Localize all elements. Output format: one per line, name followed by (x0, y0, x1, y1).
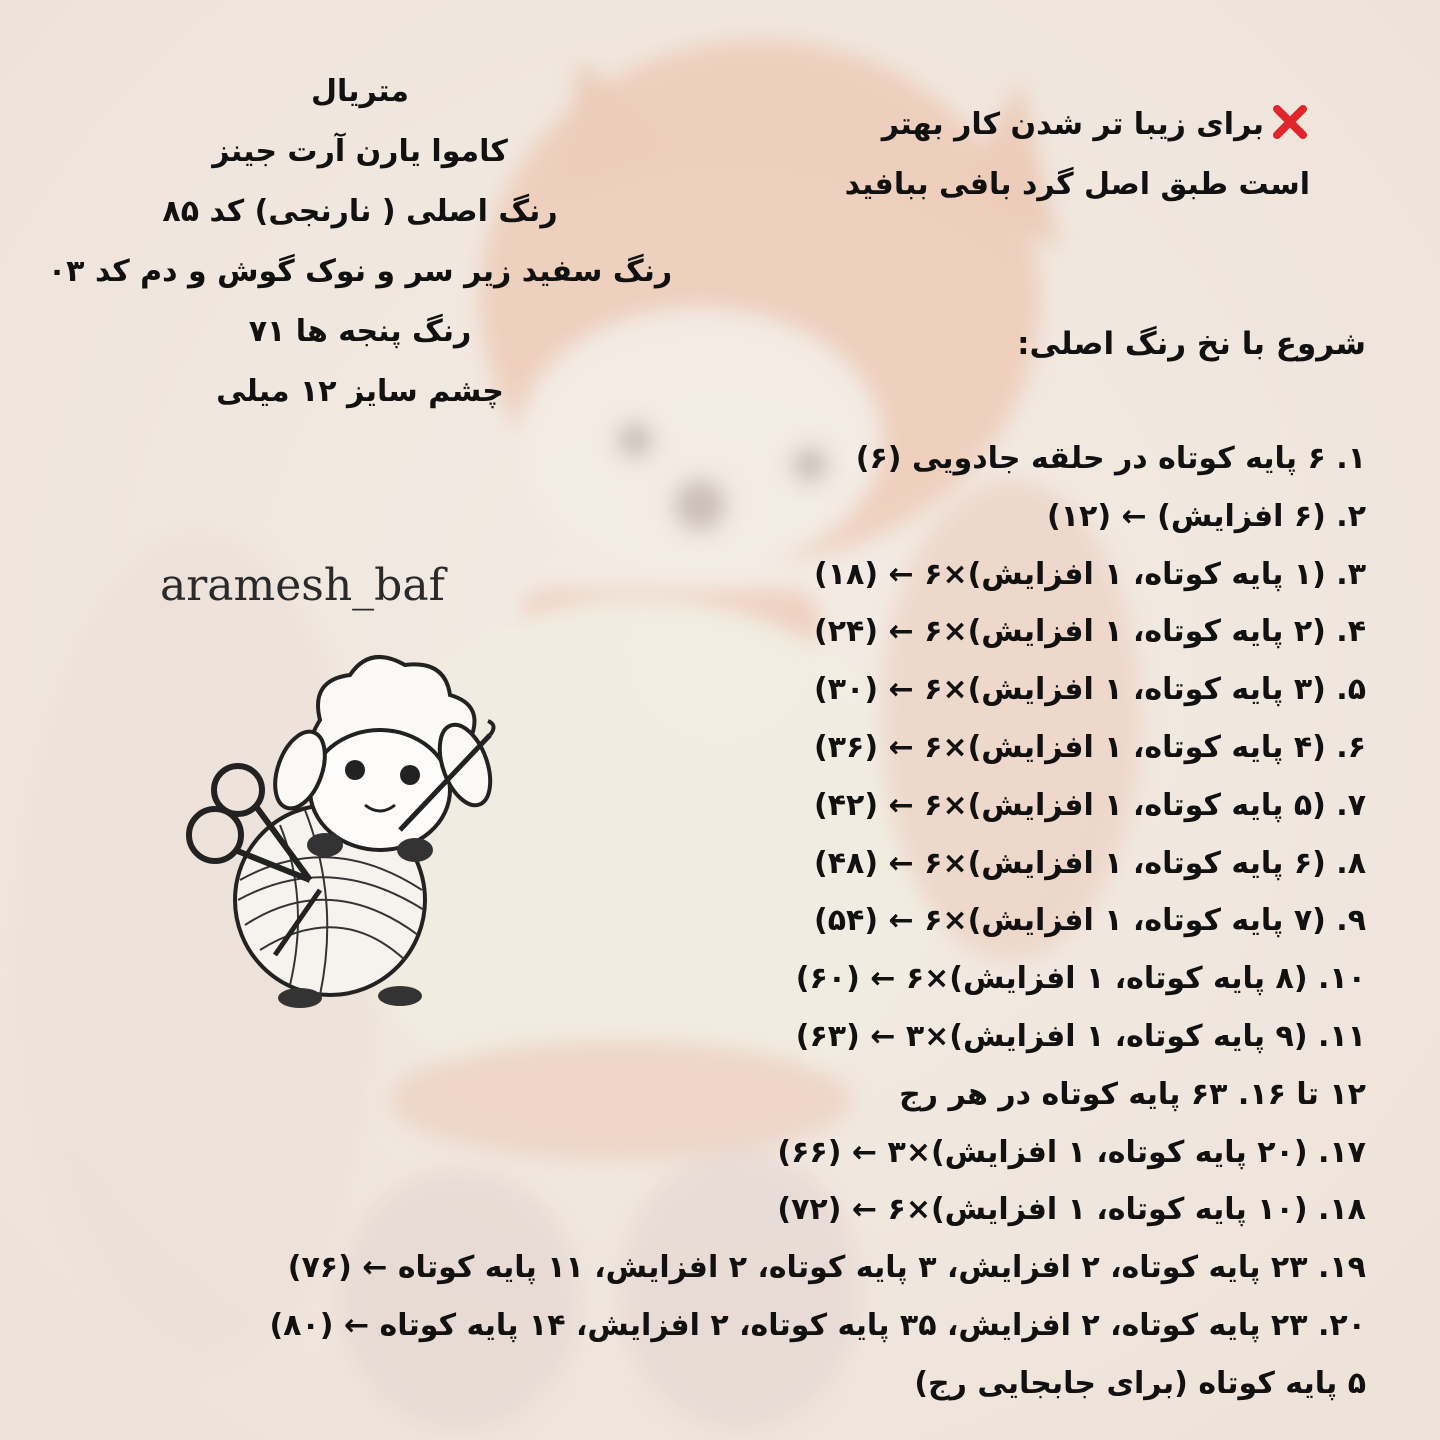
tip-line-1: برای زیبا تر شدن کار بهتر (881, 107, 1264, 142)
pattern-row: ۵. (۳ پایه کوتاه، ۱ افزایش)×۶ ← (۳۰) (814, 672, 1366, 708)
pattern-row: ۶. (۴ پایه کوتاه، ۱ افزایش)×۶ ← (۳۶) (814, 729, 1366, 765)
pattern-row: ۱. ۶ پایه کوتاه در حلقه جادویی (۶) (855, 441, 1366, 476)
materials-line: کاموا یارن آرت جینز (212, 134, 508, 169)
pattern-row: ۴. (۲ پایه کوتاه، ۱ افزایش)×۶ ← (۲۴) (814, 614, 1366, 650)
pattern-row: ۵ پایه کوتاه (برای جابجایی رج) (914, 1365, 1366, 1401)
pattern-row: ۱۹. ۲۳ پایه کوتاه، ۲ افزایش، ۳ پایه کوتاه، ۲ افزایش، ۱۱ پایه کوتاه ← (۷۶) (287, 1250, 1366, 1286)
tip-note (710, 93, 1310, 213)
materials-line: رنگ اصلی ( نارنجی) کد ۸۵ (162, 194, 558, 229)
start-title: شروع با نخ رنگ اصلی: (1017, 326, 1366, 362)
tip-line-2: است طبق اصل گرد بافی ببافید (844, 167, 1310, 202)
pattern-row: ۹. (۷ پایه کوتاه، ۱ افزایش)×۶ ← (۵۴) (814, 903, 1366, 939)
pattern-row: ۱۸. (۱۰ پایه کوتاه، ۱ افزایش)×۶ ← (۷۲) (777, 1192, 1366, 1228)
pattern-row: ۲. (۶ افزایش) ← (۱۲) (1047, 498, 1366, 534)
pattern-row: ۲۰. ۲۳ پایه کوتاه، ۲ افزایش، ۳۵ پایه کوتاه، ۲ افزایش، ۱۴ پایه کوتاه ← (۸۰) (269, 1307, 1366, 1343)
pattern-row: ۸. (۶ پایه کوتاه، ۱ افزایش)×۶ ← (۴۸) (814, 845, 1366, 881)
materials-line: چشم سایز ۱۲ میلی (216, 374, 504, 409)
materials-section (30, 62, 690, 422)
pattern-row: ۱۲ تا ۱۶. ۶۳ پایه کوتاه در هر رج (899, 1076, 1366, 1112)
materials-line: رنگ پنجه ها ۷۱ (248, 314, 472, 349)
pattern-row: ۱۱. (۹ پایه کوتاه، ۱ افزایش)×۳ ← (۶۳) (795, 1018, 1366, 1054)
logo-text: aramesh_baf (160, 560, 445, 611)
materials-line: رنگ سفید زیر سر و نوک گوش و دم کد ۰۳ (47, 254, 673, 289)
pattern-row: ۳. (۱ پایه کوتاه، ۱ افزایش)×۶ ← (۱۸) (814, 556, 1366, 592)
pattern-row: ۱۰. (۸ پایه کوتاه، ۱ افزایش)×۶ ← (۶۰) (795, 961, 1366, 997)
pattern-row: ۷. (۵ پایه کوتاه، ۱ افزایش)×۶ ← (۴۲) (814, 787, 1366, 823)
pattern-rows (186, 430, 1366, 1413)
cross-mark-icon (1270, 102, 1310, 142)
pattern-row: ۱۷. (۲۰ پایه کوتاه، ۱ افزایش)×۳ ← (۶۶) (777, 1134, 1366, 1170)
materials-title: متریال (310, 74, 410, 109)
